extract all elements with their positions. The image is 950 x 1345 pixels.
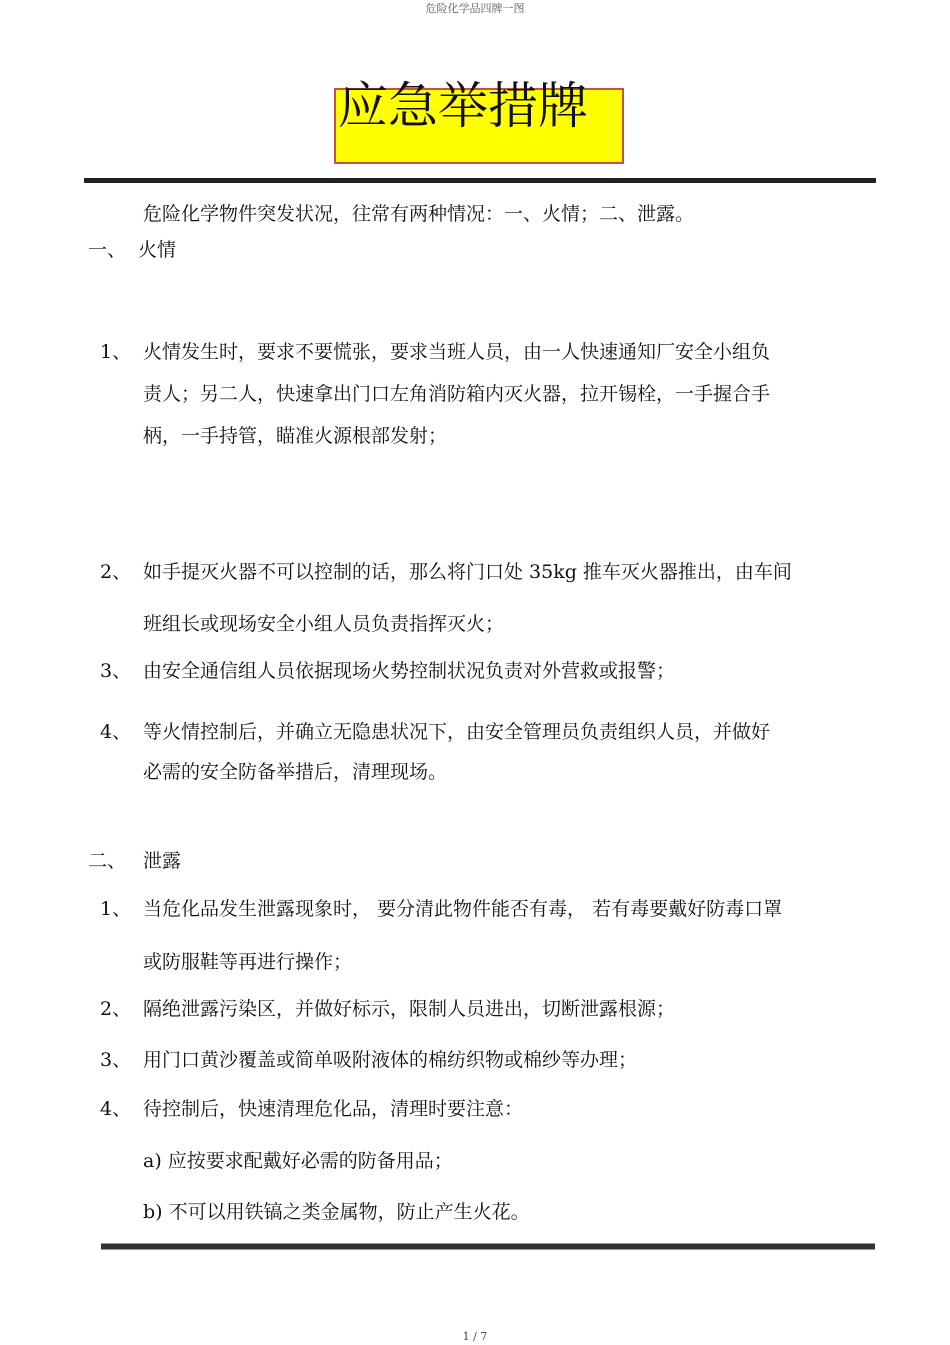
- s1-item4-number: 4、: [100, 721, 132, 743]
- sign-title: 应急举措牌: [338, 77, 588, 135]
- s1-item1-number: 1、: [100, 341, 132, 363]
- s2-item3-number: 3、: [100, 1049, 132, 1071]
- s2-item2-line1: 隔绝泄露污染区，并做好标示，限制人员进出，切断泄露根源；: [143, 998, 676, 1020]
- section2-number: 二、: [88, 850, 127, 872]
- s1-item1-line3: 柄，一手持管，瞄准火源根部发射；: [143, 425, 448, 447]
- s1-item2-line1: 如手提灭火器不可以控制的话，那么将门口处 35kg 推车灭火器推出，由车间: [143, 561, 792, 583]
- s2-item1-number: 1、: [100, 898, 132, 920]
- s1-item4-line2: 必需的安全防备举措后，清理现场。: [143, 761, 448, 783]
- page-number: 1 / 7: [462, 1330, 488, 1343]
- top-divider: [84, 178, 876, 183]
- section1-number: 一、: [88, 239, 127, 261]
- s2-item4-line1: 待控制后，快速清理危化品，清理时要注意：: [143, 1098, 524, 1120]
- s2-item4-number: 4、: [100, 1098, 132, 1120]
- page-header: 危险化学品四牌一图: [425, 2, 525, 15]
- s2-subitem-a: a) 应按要求配戴好必需的防备用品；: [143, 1150, 453, 1172]
- s1-item2-number: 2、: [100, 561, 132, 583]
- s1-item2-line2: 班组长或现场安全小组人员负责指挥灭火；: [143, 613, 505, 635]
- section1-title: 火情: [138, 239, 177, 261]
- s2-item1-line2: 或防服鞋等再进行操作；: [143, 951, 353, 973]
- s1-item3-line1: 由安全通信组人员依据现场火势控制状况负责对外营救或报警；: [143, 660, 676, 682]
- s1-item1-line2: 责人；另二人，快速拿出门口左角消防箱内灭火器，拉开锡栓，一手握合手: [143, 383, 771, 405]
- s1-item3-number: 3、: [100, 660, 132, 682]
- bottom-divider: [101, 1243, 875, 1250]
- s2-item1-line1: 当危化品发生泄露现象时， 要分清此物件能否有毒， 若有毒要戴好防毒口罩: [143, 898, 783, 920]
- s1-item1-line1: 火情发生时，要求不要慌张，要求当班人员，由一人快速通知厂安全小组负: [143, 341, 771, 363]
- emergency-sign: [334, 77, 624, 164]
- intro-text: 危险化学物件突发状况，往常有两种情况：一、火情；二、泄露。: [143, 203, 695, 225]
- s1-item4-line1: 等火情控制后，并确立无隐患状况下，由安全管理员负责组织人员，并做好: [143, 721, 771, 743]
- s2-item3-line1: 用门口黄沙覆盖或简单吸附液体的棉纺织物或棉纱等办理；: [143, 1049, 638, 1071]
- s2-subitem-b: b) 不可以用铁镐之类金属物，防止产生火花。: [143, 1201, 530, 1223]
- section2-title: 泄露: [143, 850, 182, 872]
- s2-item2-number: 2、: [100, 998, 132, 1020]
